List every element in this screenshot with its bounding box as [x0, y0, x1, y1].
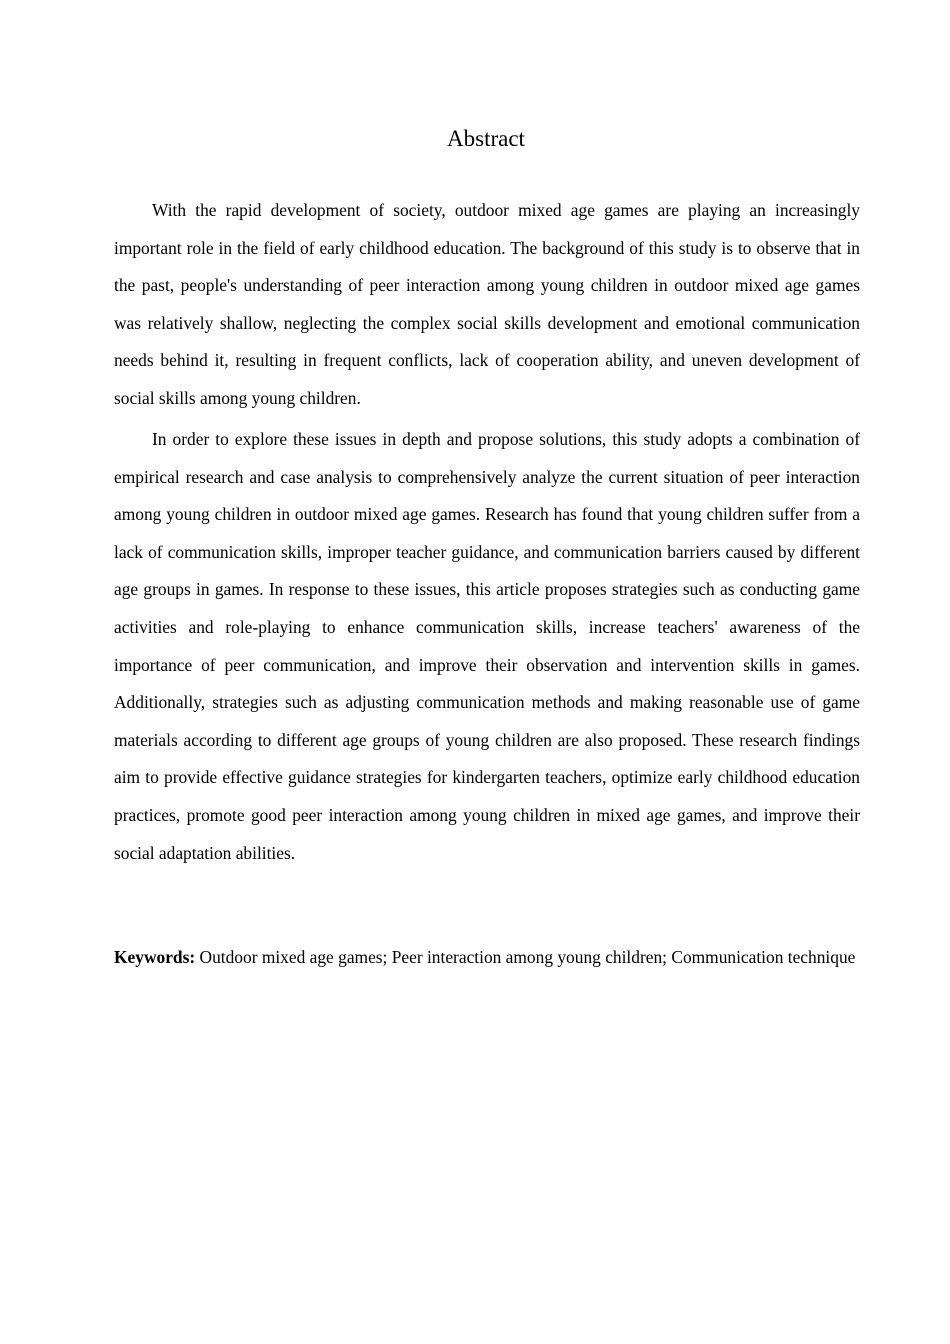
keywords-text: Outdoor mixed age games; Peer interaction among young children; Communication technique	[199, 947, 856, 967]
abstract-paragraph-1: With the rapid development of society, outdoor mixed age games are playing an increasingly important role in the field of early childhood education. The background of this study is to observe that in the past, people's understanding of peer interaction among young children in outdoor mixed age games was relatively shallow, neglecting the complex social skills development and emotional communication needs behind it, resulting in frequent conflicts, lack of cooperation ability, and uneven development of social skills among young children.	[114, 200, 860, 408]
abstract-body	[114, 192, 860, 872]
keywords-label: Keywords:	[114, 947, 196, 967]
abstract-title: Abstract	[447, 126, 525, 151]
abstract-paragraph-2: In order to explore these issues in depth and propose solutions, this study adopts a combination of empirical research and case analysis to comprehensively analyze the current situation of peer interaction among young children in outdoor mixed age games. Research has found that young children suffer from a lack of communication skills, improper teacher guidance, and communication barriers caused by different age groups in games. In response to these issues, this article proposes strategies such as conducting game activities and role-playing to enhance communication skills, increase teachers' awareness of the importance of peer communication, and improve their observation and intervention skills in games. Additionally, strategies such as adjusting communication methods and making reasonable use of game materials according to different age groups of young children are also proposed. These research findings aim to provide effective guidance strategies for kindergarten teachers, optimize early childhood education practices, promote good peer interaction among young children in mixed age games, and improve their social adaptation abilities.	[114, 429, 860, 863]
keywords-line	[114, 939, 860, 977]
